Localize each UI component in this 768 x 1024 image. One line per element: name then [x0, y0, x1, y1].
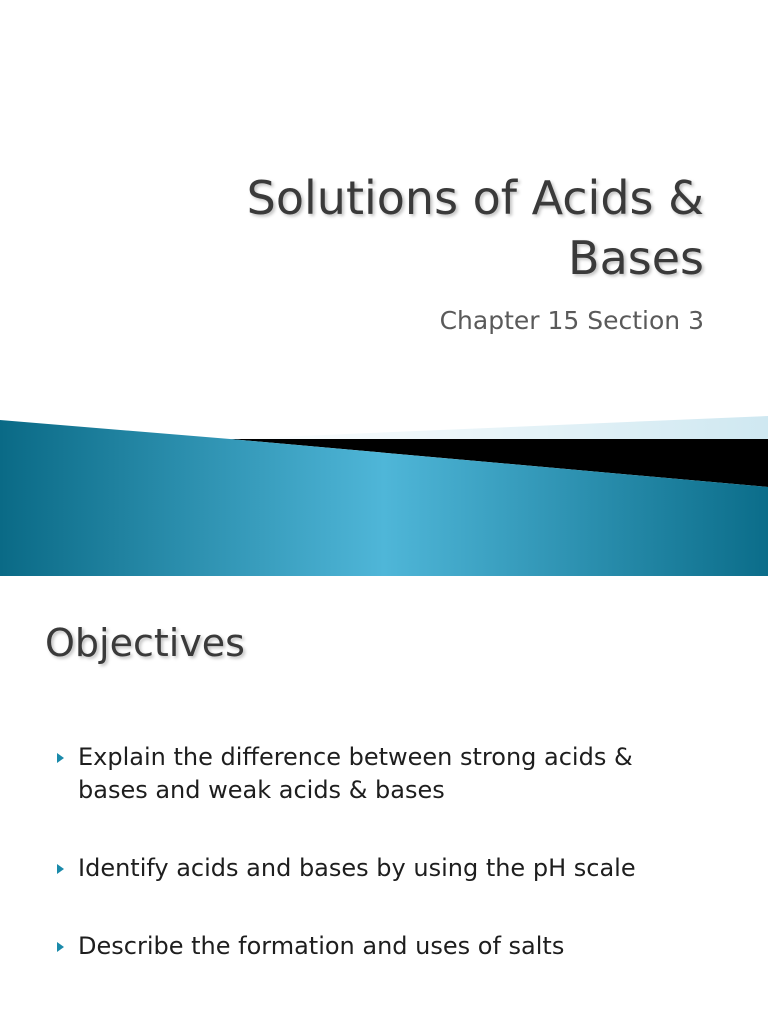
triangle-right-icon	[56, 741, 78, 774]
slide-title-line-1: Solutions of Acids &	[246, 171, 704, 225]
slide-title	[104, 168, 704, 288]
triangle-right-icon	[56, 930, 78, 963]
list-item	[56, 741, 736, 807]
band-pale-sliver	[230, 416, 768, 439]
list-item-line-1: Describe the formation and uses of salts	[78, 932, 565, 960]
slide-subtitle: Chapter 15 Section 3	[439, 306, 704, 335]
list-item-text	[78, 852, 736, 885]
list-item-line-2: bases and weak acids & bases	[78, 776, 445, 804]
list-item-text	[78, 741, 736, 807]
objectives-heading: Objectives	[45, 621, 245, 665]
list-item-line-1: Identify acids and bases by using the pH scale	[78, 854, 636, 882]
list-item-text	[78, 930, 736, 963]
slide-title-line-2: Bases	[568, 231, 704, 285]
list-item	[56, 930, 736, 963]
objectives-slide	[0, 576, 768, 1024]
list-item-line-1: Explain the difference between strong acids &	[78, 743, 633, 771]
decorative-wave-band	[0, 400, 768, 576]
list-item	[56, 852, 736, 885]
triangle-right-icon	[56, 852, 78, 885]
